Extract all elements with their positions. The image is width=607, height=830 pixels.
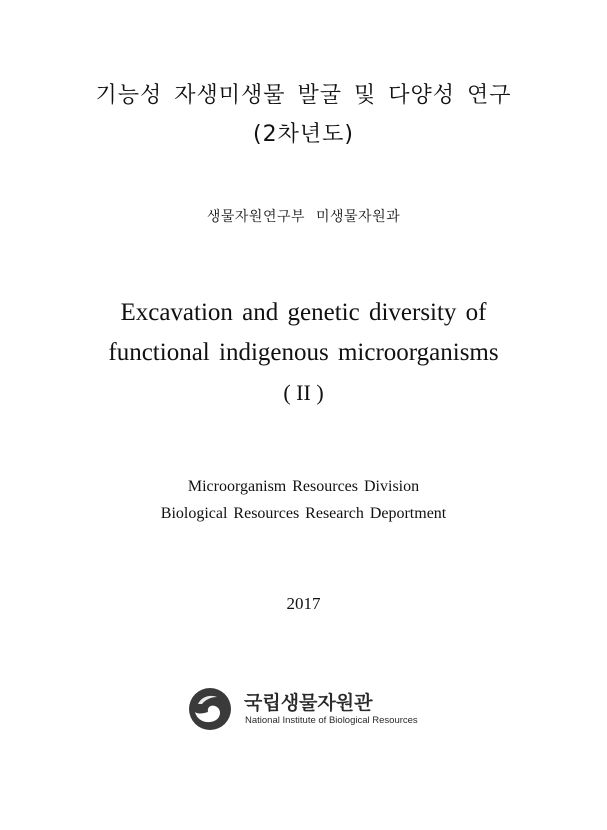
institution-name-en: National Institute of Biological Resources	[245, 715, 418, 726]
publication-year: 2017	[286, 594, 321, 613]
korean-title-line2: (2차년도)	[253, 122, 354, 147]
english-division-line1: Microorganism Resources Division	[187, 478, 420, 495]
korean-department: 생물자원연구부 미생물자원과	[206, 209, 401, 225]
korean-title-line1: 기능성 자생미생물 발굴 및 다양성 연구	[95, 83, 512, 108]
english-title-volume: ( II )	[283, 380, 324, 405]
english-title-line1: Excavation and genetic diversity of	[120, 299, 487, 326]
english-division-line2: Biological Resources Research Deportment	[160, 505, 447, 522]
nibr-emblem-icon	[188, 687, 232, 731]
institution-name-ko: 국립생물자원관	[244, 692, 373, 714]
english-title-line2: functional indigenous microorganisms	[108, 339, 499, 366]
institution-logo	[188, 687, 428, 733]
